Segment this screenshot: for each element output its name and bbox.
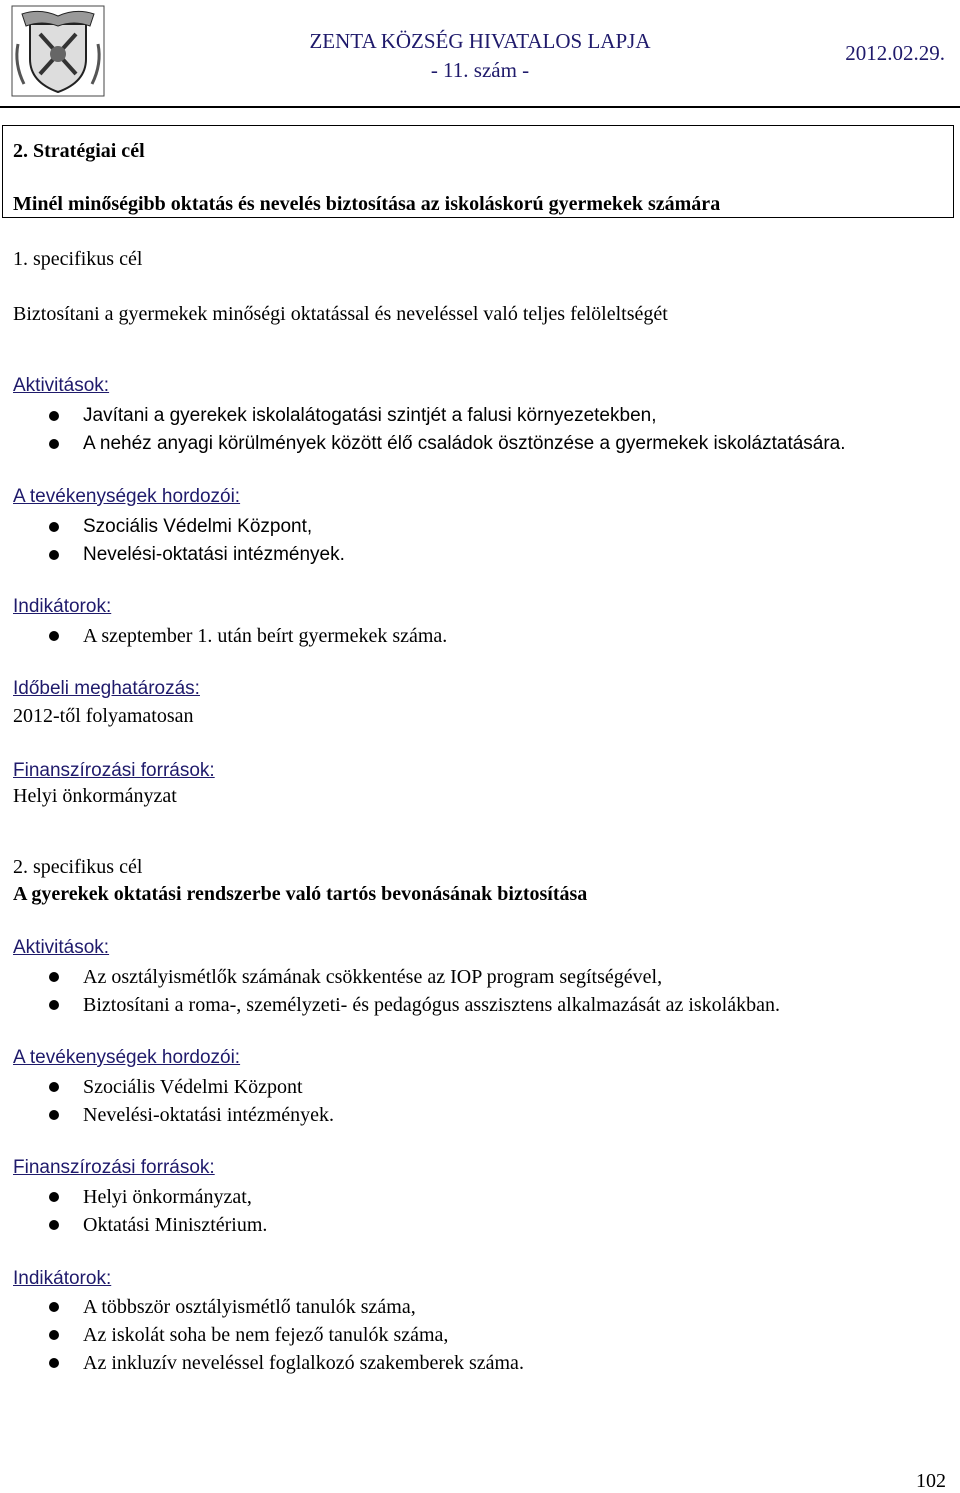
list-item: Az iskolát soha be nem fejező tanulók száma,: [0, 1321, 940, 1349]
bullet-dot-icon: [49, 1000, 59, 1010]
spec2-indicators-list: [0, 1293, 940, 1377]
list-item: Szociális Védelmi Központ,: [0, 513, 940, 541]
list-item: Nevelési-oktatási intézmények.: [0, 1101, 940, 1129]
spec1-goal: Biztosítani a gyermekek minőségi oktatással és neveléssel való teljes felöleltségét: [13, 303, 668, 325]
bullet-dot-icon: [49, 550, 59, 560]
bullet-dot-icon: [49, 1082, 59, 1092]
spec1-activities-list: [0, 402, 940, 458]
spec1-indicators-label: Indikátorok:: [13, 596, 112, 617]
spec1-indicators-list: [0, 622, 940, 650]
spec2-carriers-list: [0, 1073, 940, 1129]
bullet-dot-icon: [49, 1110, 59, 1120]
spec2-funding-list: [0, 1183, 940, 1239]
spec1-title: 1. specifikus cél: [13, 248, 143, 270]
bullet-dot-icon: [49, 1220, 59, 1230]
strategic-goal-heading: 2. Stratégiai cél: [13, 140, 145, 162]
list-item: Nevelési-oktatási intézmények.: [0, 541, 940, 569]
bullet-dot-icon: [49, 1192, 59, 1202]
list-item: A nehéz anyagi körülmények között élő családok ösztönzése a gyermekek iskoláztatására.: [0, 430, 940, 458]
bullet-dot-icon: [49, 411, 59, 421]
spec2-indicators-label: Indikátorok:: [13, 1268, 112, 1289]
bullet-dot-icon: [49, 439, 59, 449]
page-number: 102: [916, 1470, 946, 1492]
spec2-goal: A gyerekek oktatási rendszerbe való tartós bevonásának biztosítása: [13, 883, 588, 905]
bullet-dot-icon: [49, 1302, 59, 1312]
list-item: Az osztályismétlők számának csökkentése az IOP program segítségével,: [0, 963, 940, 991]
bullet-dot-icon: [49, 972, 59, 982]
spec2-activities-list: [0, 963, 940, 1019]
spec1-timing-label: Időbeli meghatározás:: [13, 678, 200, 699]
spec2-activities-label: Aktivitások:: [13, 937, 110, 958]
spec1-timing-value: 2012-től folyamatosan: [13, 705, 194, 727]
issue-number: - 11. szám -: [430, 58, 530, 82]
strategic-goal-box: [2, 125, 954, 218]
list-item: Az inkluzív neveléssel foglalkozó szakemberek száma.: [0, 1349, 940, 1377]
spec2-carriers-label: A tevékenységek hordozói:: [13, 1047, 241, 1068]
bullet-dot-icon: [49, 1358, 59, 1368]
spec1-funding-value: Helyi önkormányzat: [13, 785, 177, 807]
publication-title: ZENTA KÖZSÉG HIVATALOS LAPJA: [309, 29, 651, 53]
header-divider: [0, 106, 960, 108]
list-item: Biztosítani a roma-, személyzeti- és pedagógus asszisztens alkalmazását az iskolákban.: [0, 991, 940, 1019]
list-item: A többször osztályismétlő tanulók száma,: [0, 1293, 940, 1321]
bullet-dot-icon: [49, 1330, 59, 1340]
spec2-funding-label: Finanszírozási források:: [13, 1157, 215, 1178]
bullet-dot-icon: [49, 631, 59, 641]
spec1-carriers-label: A tevékenységek hordozói:: [13, 486, 241, 507]
list-item: A szeptember 1. után beírt gyermekek száma.: [0, 622, 940, 650]
spec2-title: 2. specifikus cél: [13, 856, 143, 878]
strategic-goal-subheading: Minél minőségibb oktatás és nevelés biztosítása az iskoláskorú gyermekek számára: [13, 193, 721, 215]
list-item: Szociális Védelmi Központ: [0, 1073, 940, 1101]
publication-date: 2012.02.29.: [845, 41, 945, 65]
list-item: Oktatási Minisztérium.: [0, 1211, 940, 1239]
list-item: Javítani a gyerekek iskolalátogatási szintjét a falusi környezetekben,: [0, 402, 940, 430]
list-item: Helyi önkormányzat,: [0, 1183, 940, 1211]
spec1-activities-label: Aktivitások:: [13, 375, 110, 396]
spec1-funding-label: Finanszírozási források:: [13, 760, 215, 781]
spec1-carriers-list: [0, 513, 940, 569]
bullet-dot-icon: [49, 522, 59, 532]
